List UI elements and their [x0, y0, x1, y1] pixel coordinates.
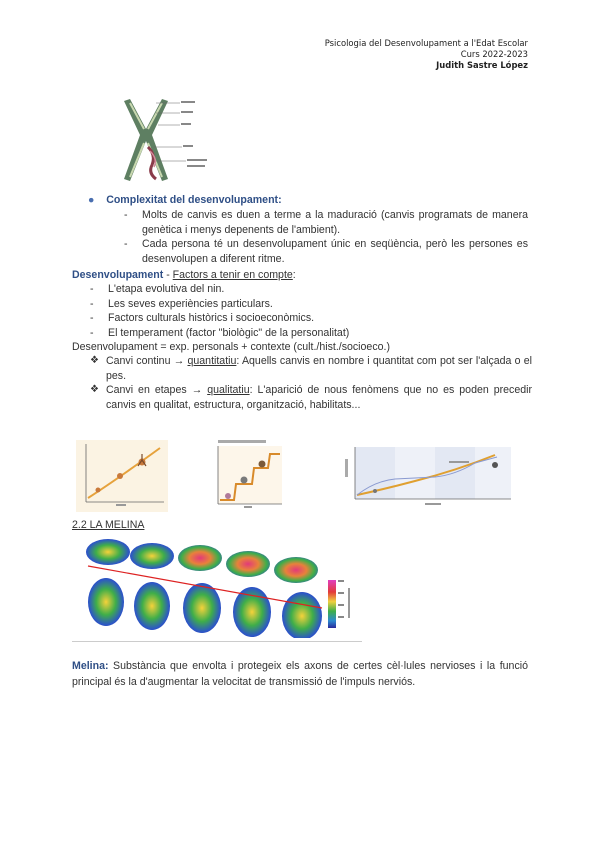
list-item: - Molts de canvis es duen a terme a la maduració (canvis programats de manera genètica i menys depenents de l'ambient).: [124, 209, 528, 236]
melina-text: Substància que envolta i protegeix els axons de certes cèl·lules nervioses i la funció principal és la d'augmentar la velocitat de transmissió de l'impuls nerviós.: [72, 660, 528, 688]
page-header: [325, 38, 528, 71]
section-title-melina: 2.2 LA MELINA: [72, 519, 145, 531]
chromosome-figure: [110, 95, 210, 185]
growth-chart-figure: [345, 445, 515, 511]
list-item: - Factors culturals històrics i socioeconòmics.: [90, 312, 315, 325]
melina-definition: [72, 659, 528, 691]
complexitat-item-2: Cada persona té un desenvolupament únic en seqüència, però les persones es desenvolupen a diferent ritme.: [142, 238, 528, 265]
list-item: - El temperament (factor "biològic" de la personalitat): [90, 326, 350, 339]
complexitat-section: [88, 193, 528, 266]
factors-list: [90, 282, 532, 340]
complexitat-title: Complexitat del desenvolupament:: [106, 194, 282, 206]
desenvolupament-section: [72, 268, 532, 412]
brain-myelination-figure: [82, 536, 364, 638]
term-qualitatiu: qualitatiu: [207, 384, 250, 397]
desenvolupament-title: Desenvolupament: [72, 269, 164, 281]
list-item: - Les seves experiències particulars.: [90, 297, 273, 310]
desenvolupament-heading: Desenvolupament - Factors a tenir en compte:: [72, 269, 296, 281]
stage-development-figure: [212, 440, 284, 512]
melina-term: Melina:: [72, 660, 109, 672]
canvi-item: ❖ Canvi en etapes → qualitatiu: L'aparició de nous fenòmens que no es poden precedir canvis en qualitat, estructura, organització, habilitats...: [90, 384, 533, 411]
complexitat-item-1: Molts de canvis es duen a terme a la maduració (canvis programats de manera genètica i menys depenents de l'ambient).: [142, 209, 528, 236]
header-author: Judith Sastre López: [436, 60, 528, 70]
header-year: Curs 2022-2023: [460, 49, 528, 59]
header-course: Psicologia del Desenvolupament a l'Edat Escolar: [324, 38, 528, 48]
list-item: - Cada persona té un desenvolupament únic en seqüència, però les persones es desenvolupen a diferent ritme.: [124, 238, 528, 265]
complexitat-heading: ● Complexitat del desenvolupament:: [88, 194, 282, 206]
desenvolupament-subtitle: Factors a tenir en compte: [172, 269, 293, 281]
divider: [72, 641, 362, 642]
formula: Desenvolupament = exp. personals + contexte (cult./hist./socioeco.): [72, 341, 390, 354]
canvi-item: ❖ Canvi continu → quantitatiu: Aquells canvis en nombre i quantitat com pot ser l'alçada o el pes.: [90, 355, 533, 382]
term-quantitatiu: quantitatiu: [187, 355, 237, 368]
continuous-growth-figure: [76, 440, 168, 512]
list-item: - L'etapa evolutiva del nin.: [90, 283, 225, 296]
